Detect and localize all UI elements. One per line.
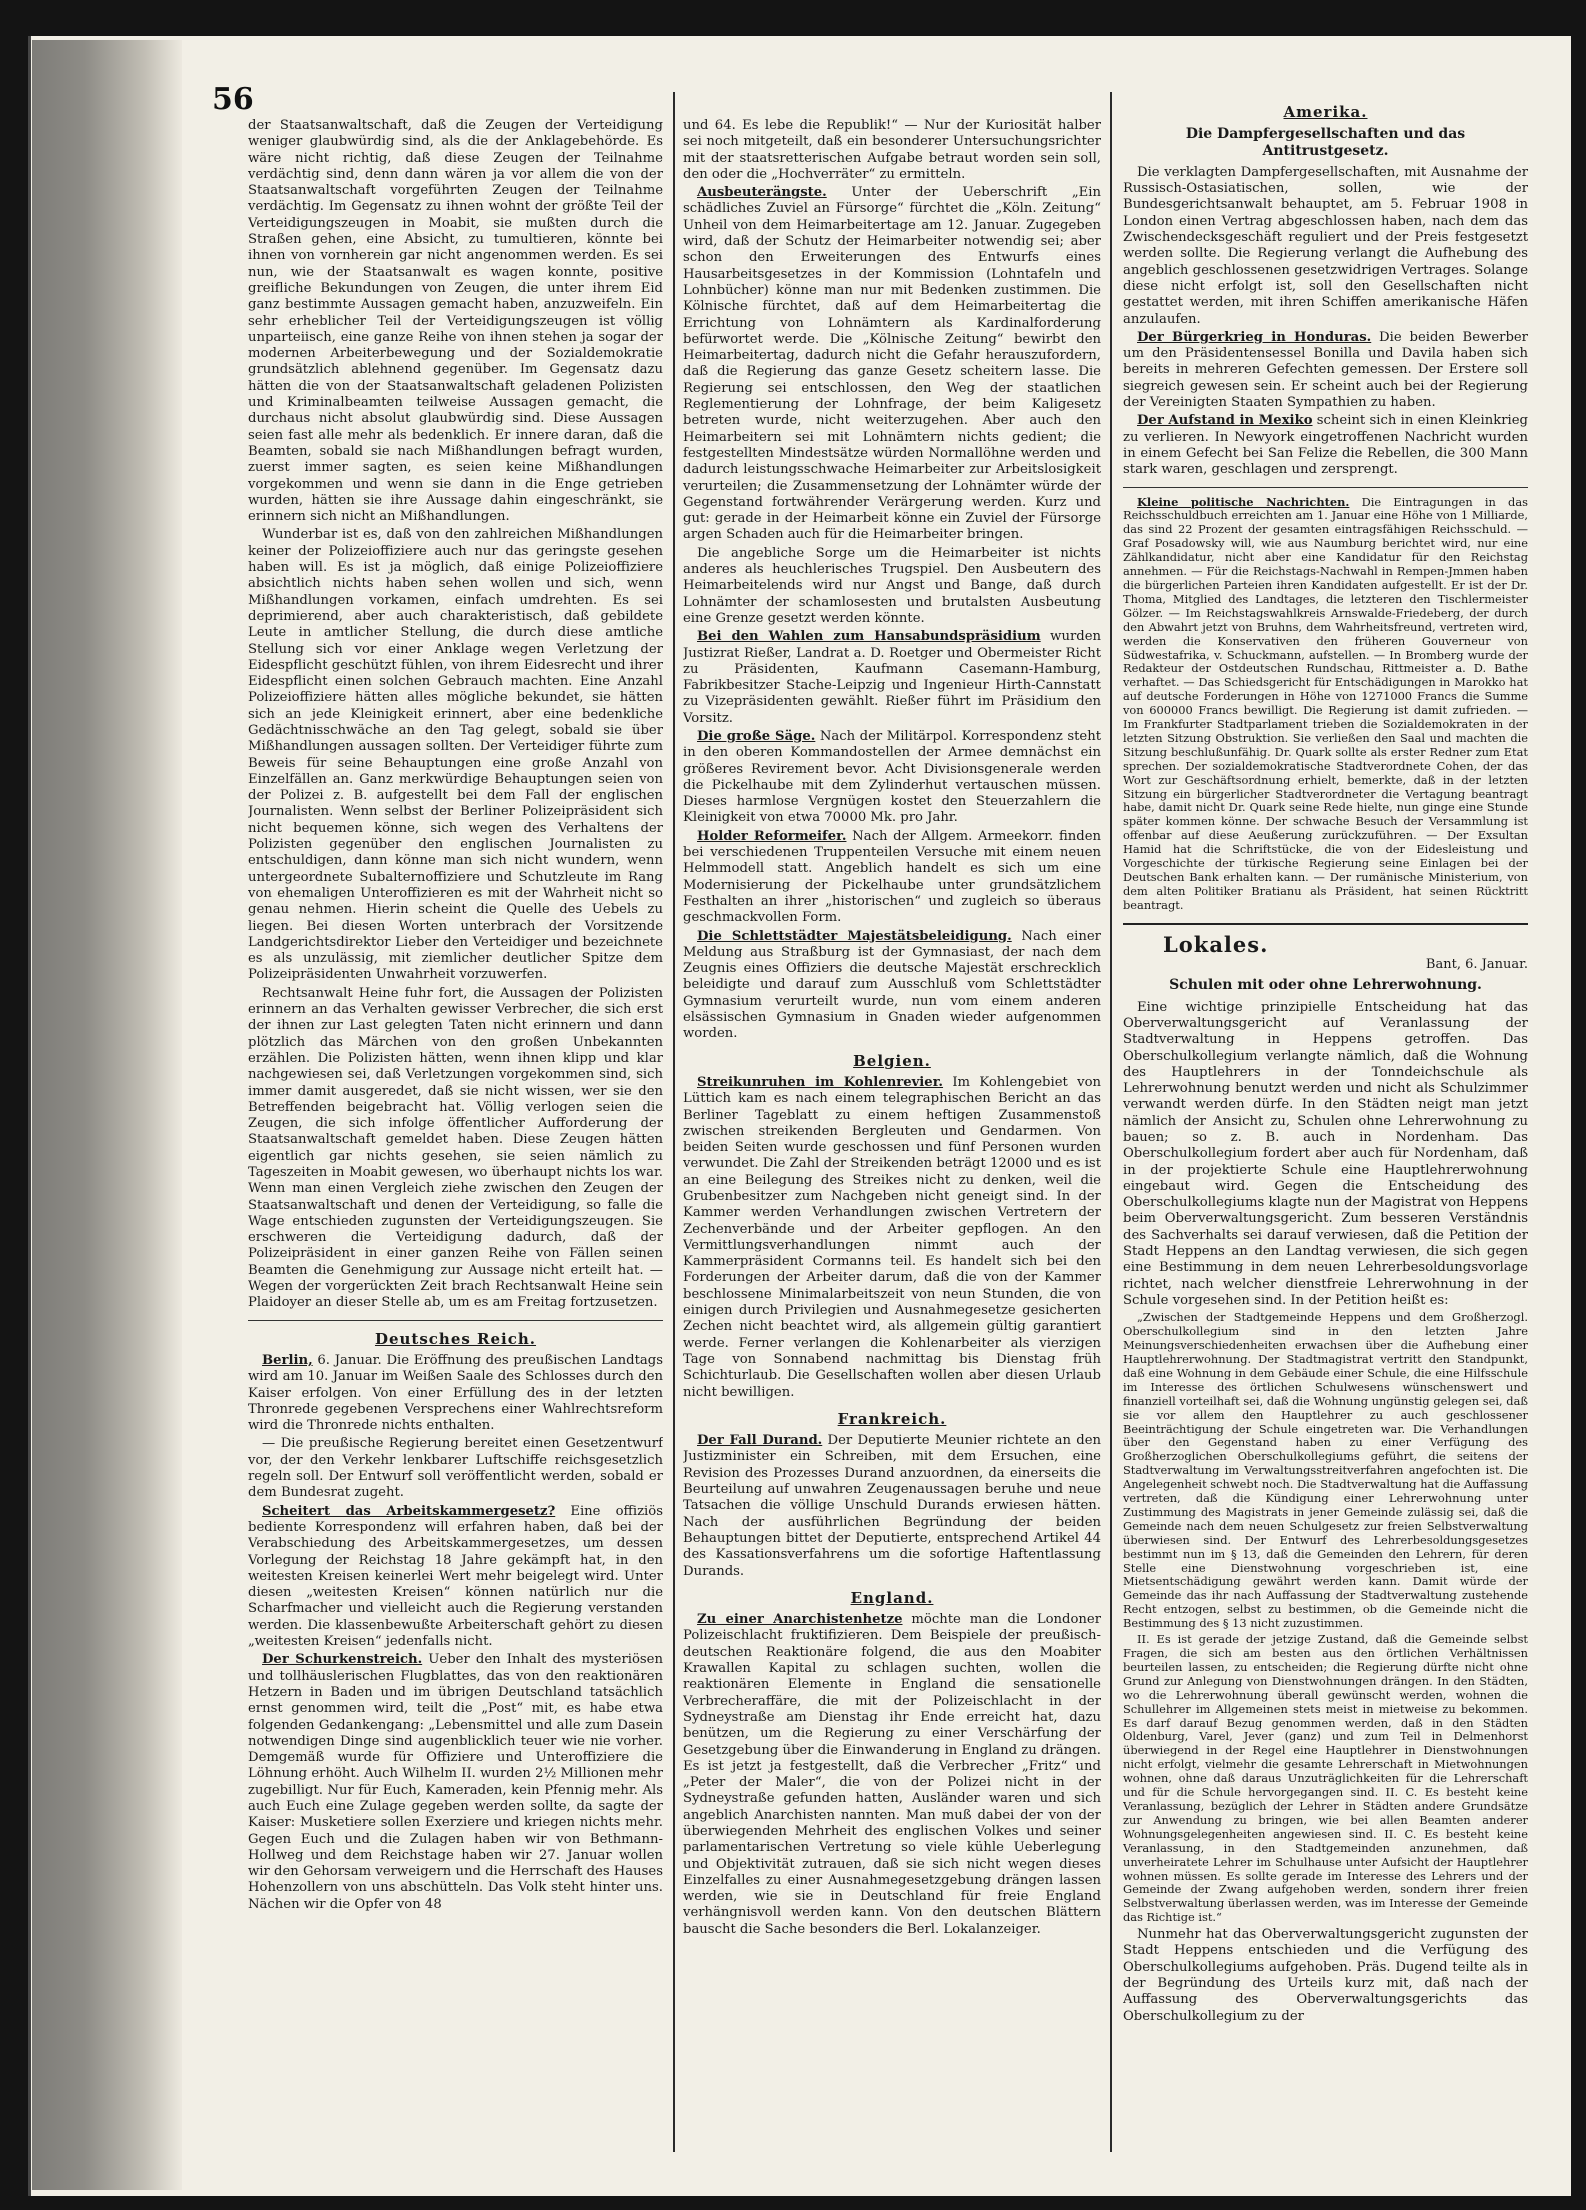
book-binding-shadow xyxy=(32,40,182,2190)
article-text: Der Deputierte Meunier richtete an den Justizminister ein Schreiben, mit dem Ersuchen, eine Revision des Prozesses Durand anzuordnen, da einerseits die Beurteilung auf unwahren Zeugenaussagen beruhe und neue Tatsachen die völlige Unschuld Durands erwiesen hätten. Nach der ausführlichen Begründung der beiden Behauptungen bittet der Deputierte, entsprechend Artikel 44 des Kassationsverfahrens um die sofortige Haftentlassung Durands. xyxy=(683,1433,1101,1579)
article-subheading: Schulen mit oder ohne Lehrerwohnung. xyxy=(1169,977,1482,994)
article-paragraph: Nunmehr hat das Oberverwaltungsgericht zugunsten der Stadt Heppens entschieden und die Verfügung des Oberschulkollegiums aufgehoben. Präs. Dugend teilte als in der Begründung des Urteils kurz mit, daß nach der Auffassung des Oberverwaltungsgerichts das Oberschulkollegium zu der xyxy=(1123,1927,1528,2024)
article-paragraph: II. Es ist gerade der jetzige Zustand, daß die Gemeinde selbst Fragen, die sich am besten aus den örtlichen Verhältnissen beurteilen lassen, zu entscheiden; die Regierung dürfte nicht ohne Grund zur Anlegung von Dienstwohnungen drängen. In den Städten, wo die Lehrerwohnung überall gewünscht werden, wohnen die Schullehrer im Allgemeinen stets meist in mietweise zu bekommen. Es darf darauf Bezug genommen werden, daß in den Städten Oldenburg, Varel, Jever (ganz) und zum Teil in Delmenhorst überwiegend in der Regel eine Hauptlehrer in Dienstwohnungen nicht erfolgt, vielmehr die gesamte Lehrerschaft in Mietwohnungen wohnen, ohne daß daraus Unzuträglichkeiten für die Lehrerschaft und für die Schule hervorgegangen sind. II. C. Es besteht keine Veranlassung, bezüglich der Lehrer in Städten andere Grundsätze zur Anwendung zu bringen, wie bei allen Beamten anderer Wohnungsgelegenheiten angewiesen sind. II. C. Es besteht keine Veranlassung, in den Stadtgemeinden anzunehmen, daß unverheiratete Lehrer im Schulhause unter Aufsicht der Hauptlehrer wohnen müssen. Es sollte gerade im Interesse des Lehrers und der Gemeinde der Zwang aufgehoben werden, sondern ihrer freien Selbstverwaltung überlassen werden, was im Interesse der Gemeinde das Richtige ist.“ xyxy=(1123,1632,1528,1925)
article-lead: Zu einer Anarchistenhetze xyxy=(697,1612,903,1628)
article-text: möchte man die Londoner Polizeischlacht fruktifizieren. Dem Beispiele der preußisch-deutschen Reaktionäre folgend, die aus den Moabiter Krawallen Kapital zu schlagen suchten, wollen die reaktionären Elemente in England die sensationelle Verbrecheraffäre, die mit der Polizeischlacht in der Sydneystraße am Dienstag ihr Ende erreicht hat, dazu benützen, um die Regierung zu einer Verschärfung der Gesetzgebung über die Einwanderung in England zu drängen. Es ist jetzt ja festgestellt, daß die Verbrecher „Fritz“ und „Peter der Maler“, die von der Polizei nicht in der Sydneystraße gefunden hatten, Ausländer waren und sich angeblich Anarchisten nannten. Man muß dabei der von der überwiegenden Mehrheit des englischen Volkes und seiner parlamentarischen Vertretung so viele kühle Ueberlegung und Objektivität zutrauen, daß sie sich nicht wegen dieses Einzelfalles zu einer Ausnahmegesetzgebung drängen lassen werden, wie sie in Deutschland für freie England verhängnisvoll werden kann. Von den deutschen Blättern bauscht die Sache besonders die Berl. Lokalanzeiger. xyxy=(683,1612,1101,1937)
section-heading-england: England. xyxy=(850,1588,934,1607)
article-paragraph xyxy=(248,1652,663,1913)
article-text: Nach einer Meldung aus Straßburg ist der Gymnasiast, der nach dem Zeugnis eines Offiziers die deutsche Majestät erschrecklich beleidigte und darauf zum Ausschluß vom Schlettstädter Gymnasium verurteilt wurde, nun vom einem anderen elsässischen Gymnasium in Gnaden wieder aufgenommen worden. xyxy=(683,928,1101,1042)
section-heading-frankreich: Frankreich. xyxy=(837,1409,947,1428)
article-lead: Die große Säge. xyxy=(697,728,816,744)
article-paragraph xyxy=(683,185,1101,544)
article-paragraph: der Staatsanwaltschaft, daß die Zeugen der Verteidigung weniger glaubwürdig sind, als die der Anklagebehörde. Es wäre nicht richtig, daß diese Zeugen der Teilnahme verdächtig sind, denn dann wären ja vor allem die von der Staatsanwaltschaft vorgeführten Zeugen der Teilnahme verdächtig. Im Gegensatz zu ihnen wohnt der größte Teil der Verteidigungszeugen in Moabit, sie mußten durch die Straßen gehen, eine Absicht, zu tumultieren, könnte bei ihnen von vornherein gar nicht angenommen werden. Es sei nun, wie der Staatsanwalt es wagen konnte, positive greifliche Bekundungen von Zeugen, die unter ihrem Eid ganz bestimmte Aussagen gemacht haben, anzuzweifeln. Ein sehr erheblicher Teil der Verteidigungszeugen ist völlig unparteiisch, eine ganze Reihe von ihnen stehen ja sogar der modernen Arbeiterbewegung und der Sozialdemokratie grundsätzlich ablehnend gegenüber. Im Gegensatz dazu hätten die von der Staatsanwaltschaft geladenen Polizisten und Kriminalbeamten teilweise Aussagen gemacht, die durchaus nicht absolut glaubwürdig sind. Diese Aussagen seien fast alle mehr als bedenklich. Er innere daran, daß die Beamten, sobald sie nach Mißhandlungen befragt wurden, zuerst immer sagten, es seien keine Mißhandlungen vorgekommen und wenn sie dann in die Enge getrieben wurden, hätten sie ihre Aussage dahin eingeschränkt, sie erinnern sich nicht an Mißhandlungen. xyxy=(248,118,663,525)
column-rule xyxy=(673,92,675,2152)
article-paragraph: Die verklagten Dampfergesellschaften, mit Ausnahme der Russisch-Ostasiatischen, sollen, wie der Bundesgerichtsanwalt behauptet, am 5. Februar 1908 in London einen Vertrag abgeschlossen haben, nach dem das Zwischendecksgeschäft reguliert und der Preis festgesetzt werden sollte. Die Regierung verlangt die Aufhebung des angeblich geschlossenen gesetzwidrigen Vertrages. Solange diese nicht erfolgt ist, soll den Gesellschaften nicht gestattet werden, mit ihren Schiffen amerikanische Häfen anzulaufen. xyxy=(1123,164,1528,327)
article-paragraph: — Die preußische Regierung bereitet einen Gesetzentwurf vor, der den Verkehr lenkbarer Luftschiffe reichsgesetzlich regeln soll. Der Entwurf soll veröffentlicht werden, sobald er dem Bundesrat zugeht. xyxy=(248,1436,663,1501)
article-paragraph xyxy=(683,629,1101,727)
article-text: Die beiden Bewerber um den Präsidentensessel Bonilla und Davila haben sich bereits in mehreren Gefechten gemessen. Der Erstere soll siegreich gewesen sein. Er scheint auch bei der Regierung der Vereinigten Staaten Sympathien zu haben. xyxy=(1123,329,1528,411)
dateline: Bant, 6. Januar. xyxy=(1425,957,1528,973)
article-paragraph: „Zwischen der Stadtgemeinde Heppens und dem Großherzogl. Oberschulkollegium sind in den letzten Jahre Meinungsverschiedenheiten erwachsen über die Aufhebung einer Hauptlehrerwohnung. Der Stadtmagistrat vertritt den Standpunkt, daß eine Wohnung in dem Gebäude einer Schule, die eine Hilfsschule im Interesse des örtlichen Schulwesens wünschenswert und finanziell vorteilhaft sei, daß die Wohnung ungünstig gelegen sei, daß sie vor allem den Hauptlehrer zu auch geschlossener Beeinträchtigung der Schule eingetreten war. Die Verhandlungen über den Gegenstand haben zu einer Verfügung des Großherzoglichen Oberschulkollegiums geführt, die seitens der Stadtverwaltung im Verwaltungsstreitverfahren angefochten ist. Die Angelegenheit schwebt noch. Die Stadtverwaltung hat die Auffassung vertreten, daß die Kündigung einer Lehrerwohnung unter Zustimmung des Magistrats in jener Gemeinde zulässig sei, daß die Gemeinde nach dem neuen Schulgesetz zur freien Selbstverwaltung überwiesen sind. Der Entwurf des Lehrerbesoldungsgesetzes bestimmt nun im § 13, daß die Gemeinden den Lehrern, für deren Stelle eine Dienstwohnung vorgeschrieben ist, eine Mietsentschädigung gewährt werden kann. Damit würde der Gemeinde das ihr nach Auffassung der Stadtverwaltung zustehende Recht entzogen, selbst zu bestimmen, ob die Gemeinde nicht die Bestimmung des § 13 nicht zuzustimmen. xyxy=(1123,1310,1528,1631)
article-paragraph xyxy=(683,729,1101,827)
article-text: Nach der Militärpol. Korrespondenz steht in den oberen Kommandostellen der Armee demnächst ein größeres Revirement bevor. Acht Divisionsgenerale werden die Pickelhaube mit dem Zylinderhut vertauschen müssen. Dieses harmlose Vergnügen kostet den Steuerzahlern die Kleinigkeit von etwa 70000 Mk. pro Jahr. xyxy=(683,728,1101,826)
article-text: Ueber den Inhalt des mysteriösen und tollhäuslerischen Flugblattes, das von den reaktionären Hetzern in Baden und im übrigen Deutschland tatsächlich ernst genommen wird, teilt die „Post“ mit, es habe etwa folgenden Gedankengang: „Lebensmittel und alle zum Dasein notwendigen Dinge sind augenblicklich teuer wie nie vorher. Demgemäß wurde für Offiziere und Unteroffiziere die Löhnung erhöht. Auch Wilhelm II. wurden 2½ Millionen mehr zugebilligt. Nur für Euch, Kameraden, kein Pfennig mehr. Als auch Euch eine Zulage gegeben werden sollte, da sagte der Kaiser: Musketiere sollen Exerziere und kriegen nichts mehr. Gegen Euch und die Zulagen haben wir von Bethmann-Hollweg und dem Reichstage haben wir 27. Januar wollen wir den Gehorsam verweigern und die Herrschaft des Hauses Hohenzollern von uns abschütteln. Das Volk steht hinter uns. Nächen wir die Opfer von 48 xyxy=(248,1652,663,1912)
article-lead: Kleine politische Nachrichten. xyxy=(1137,494,1350,509)
article-lead: Ausbeuterängste. xyxy=(697,185,827,201)
article-paragraph: Die angebliche Sorge um die Heimarbeiter ist nichts anderes als heuchlerisches Trugspiel. Den Ausbeutern des Heimarbeitelends wird nur Angst und Bange, daß durch Lohnämter der schamlosesten und brutalsten Ausbeutung eine Grenze gesetzt werden könnte. xyxy=(683,545,1101,626)
article-lead: Die Schlettstädter Majestätsbeleidigung. xyxy=(697,928,1012,944)
article-lead: Bei den Wahlen zum Hansabundspräsidium xyxy=(697,629,1041,645)
article-paragraph xyxy=(1123,330,1528,411)
divider xyxy=(1123,923,1528,925)
article-text: Eine offiziös bediente Korrespondenz will erfahren haben, daß bei der Verabschiedung des Arbeitskammergesetzes, um dessen Vorlegung der Reichstag 18 Jahre gekämpft hat, in den weitesten Kreisen keinerlei Wert mehr beigelegt wird. Unter diesen „weitesten Kreisen“ können natürlich nur die Scharfmacher und vielleicht auch die Regierung verstanden werden. Die klassenbewußte Arbeiterschaft gehört zu diesen „weitesten Kreisen“ jedenfalls nicht. xyxy=(248,1503,663,1650)
article-paragraph xyxy=(248,1353,663,1434)
article-paragraph xyxy=(248,1504,663,1651)
column-1 xyxy=(248,118,663,2118)
article-subheading: Die Dampfergesellschaften und das Antitrustgesetz. xyxy=(1185,126,1466,159)
column-rule xyxy=(1110,92,1112,2152)
article-text: wurden Justizrat Rießer, Landrat a. D. Roetger und Obermeister Richt zu Präsidenten, Kaufmann Casemann-Hamburg, Fabrikbesitzer Stache-Leipzig und Ingenieur Hirth-Cannstatt zu Vizepräsidenten gewählt. Rießer führt im Präsidium den Vorsitz. xyxy=(683,629,1101,726)
article-paragraph xyxy=(683,1433,1101,1580)
article-text: Unter der Ueberschrift „Ein schädliches Zuviel an Fürsorge“ fürchtet die „Köln. Zeitung“ Unheil von dem Heimarbeitertage am 12. Januar. Zugegeben wird, daß der Schutz der Heimarbeiter notwendig sei; aber schon den Erweiterungen des Entwurfs eines Hausarbeitsgesetzes in der Kommission (Lohntafeln und Lohnbücher) könne man nur mit Bedenken zustimmen. Die Kölnische fürchtet, daß auf dem Heimarbeitertag die Errichtung von Lohnämtern als Kardinalforderung befürwortet werde. Die „Kölnische Zeitung“ bewirbt den Heimarbeitertag, dadurch nicht die Gefahr herauszufordern, daß die Regierung das ganze Gesetz scheitern lasse. Die Regierung sei entschlossen, den Weg der staatlichen Reglementierung der Lohnfrage, der beim Kaligesetz betreten wurde, nicht weiterzugehen. Aber auch den Heimarbeitern sei mit Lohnämtern nichts gedient; die festgestellten Mindestsätze würden Normallöhne werden und dadurch leistungsschwache Heimarbeiter zur Arbeitslosigkeit verurteilen; die Zusammensetzung der Lohnämter würde der Gegenstand fortwährender Verärgerung werden. Kurz und gut: gerade in der Heimarbeit könne ein Zuviel der Fürsorge argen Schaden auch für die Heimarbeiter bringen. xyxy=(683,185,1101,543)
section-heading-deutsches-reich: Deutsches Reich. xyxy=(374,1329,537,1348)
article-lead: Der Schurkenstreich. xyxy=(262,1652,423,1668)
article-lead: Scheitert das Arbeitskammergesetz? xyxy=(262,1503,556,1519)
article-lead: Der Fall Durand. xyxy=(697,1433,823,1449)
article-text: scheint sich in einen Kleinkrieg zu verlieren. In Newyork eingetroffenen Nachricht wurden in einem Gefecht bei San Felize die Rebellen, die 300 Mann stark waren, geschlagen und zersprengt. xyxy=(1123,413,1528,478)
article-lead: Der Bürgerkrieg in Honduras. xyxy=(1137,329,1372,345)
article-paragraph xyxy=(683,1612,1101,1938)
section-heading-amerika: Amerika. xyxy=(1283,103,1368,121)
section-heading-belgien: Belgien. xyxy=(853,1051,931,1070)
divider xyxy=(1123,487,1528,488)
divider xyxy=(248,1320,663,1321)
article-lead: Berlin, xyxy=(262,1352,313,1368)
article-text: 6. Januar. Die Eröffnung des preußischen Landtags wird am 10. Januar im Weißen Saale des Schlosses durch den Kaiser erfolgen. Von einer Erfüllung des in der letzten Thronrede gegebenen Versprechens einer Wahlrechtsreform wird die Thronrede nichts enthalten. xyxy=(248,1352,663,1434)
section-heading-lokales: Lokales. xyxy=(1163,931,1269,957)
article-paragraph: Wunderbar ist es, daß von den zahlreichen Mißhandlungen keiner der Polizeioffiziere auch nur das geringste gesehen haben will. Es ist ja möglich, daß einige Polizeioffiziere absichtlich nichts haben sehen wollen und sich, wenn Mißhandlungen vorkamen, einfach umdrehten. Es sei deprimierend, aber auch charakteristisch, daß gebildete Leute in amtlicher Stellung, die durch diese amtliche Stellung sich vor einer Anklage wegen Verletzung der Eidespflicht geschützt fühlen, von ihrem Eidesrecht und ihrer Eidespflicht einen solchen Gebrauch machten. Eine Anzahl Polizeioffiziere hätten alles mögliche bekundet, sie hätten sich an jede Kleinigkeit erinnert, aber eine bedenkliche Gedächtnisschwäche an den Tag gelegt, sobald sie über Mißhandlungen aussagen sollten. Der Verteidiger führte zum Beweis für seine Behauptungen eine große Anzahl von Einzelfällen an. Ganz merkwürdige Behauptungen seien von der Polizei z. B. aufgestellt bei dem Fall der englischen Journalisten. Wenn selbst der Berliner Polizeipräsident sich nicht bequemen könne, sich wegen des Verhaltens der Polizisten gegenüber den englischen Journalisten zu entschuldigen, dann könne man sich nicht wundern, wenn untergeordnete Subalternoffiziere und Schutzleute im Rang von ehemaligen Unteroffizieren es mit der Wahrheit nicht so genau nehmen. Hierin scheint die Quelle des Uebels zu liegen. Bei diesen Worten unterbrach der Vorsitzende Landgerichtsdirektor Lieber den Verteidiger und bezeichnete es als unzulässig, mit ziemlicher deutlicher Spitze dem Polizeipräsidenten Unwahrheit vorzuwerfen. xyxy=(248,527,663,983)
article-lead: Der Aufstand in Mexiko xyxy=(1137,413,1313,429)
column-2 xyxy=(683,118,1101,2118)
page-number: 56 xyxy=(212,82,254,117)
article-paragraph xyxy=(1123,496,1528,913)
article-lead: Holder Reformeifer. xyxy=(697,828,847,844)
article-paragraph xyxy=(683,929,1101,1043)
article-text: Im Kohlengebiet von Lüttich kam es nach einem telegraphischen Bericht an das Berliner Tageblatt zu einem heftigen Zusammenstoß zwischen streikenden Bergleuten und Gendarmen. Von beiden Seiten wurde geschossen und fünf Personen wurden verwundet. Die Zahl der Streikenden beträgt 12000 und es ist an eine Beilegung des Streikes nicht zu denken, weil die Grubenbesitzer zum Nachgeben nicht geneigt sind. In der Kammer werden Verhandlungen zwischen Vertretern der Zechenverbände und der Arbeiter gepflogen. An den Vermittlungsverhandlungen nimmt auch der Kammerpräsident Cormanns teil. Es handelt sich bei den Forderungen der Arbeiter darum, daß die von der Kammer beschlossene Minimalarbeitszeit von neun Stunden, die von einigen durch Privilegien und Ausnahmegesetze gesicherten Zechen nicht beachtet wird, als allgemein gültig garantiert werde. Ferner verlangen die Kohlenarbeiter als vierzigen Tage von Sonnabend nachmittag bis Dienstag früh Schichturlaub. Die Gesellschaften wollen aber diesen Urlaub nicht bewilligen. xyxy=(683,1074,1101,1400)
article-paragraph xyxy=(683,829,1101,927)
article-lead: Streikunruhen im Kohlenrevier. xyxy=(697,1074,944,1090)
article-paragraph xyxy=(683,1075,1101,1401)
article-paragraph: Rechtsanwalt Heine fuhr fort, die Aussagen der Polizisten erinnern an das Verhalten gewisser Verbrecher, die sich erst der ihnen zur Last gelegten Taten nicht erinnern und dann plötzlich das Märchen von den großen Unbekannten erzählen. Die Polizisten hätten, wenn ihnen klipp und klar nachgewiesen sei, daß Verletzungen vorgekommen sind, sich immer damit ausgeredet, daß sie nicht wissen, wer sie den Betreffenden beigebracht hat. Völlig verlogen seien die Zeugen, die sich infolge öffentlicher Aufforderung der Staatsanwaltschaft gemeldet haben. Diese Zeugen hätten eigentlich gar nichts gesehen, sie seien nämlich zu Tageszeiten in Moabit gewesen, wo überhaupt nichts los war. Wenn man einen Vergleich ziehe zwischen den Zeugen der Staatsanwaltschaft und denen der Verteidigung, so falle die Wage entschieden zugunsten der Verteidigungszeugen. Sie erschweren die Verteidigung dadurch, daß der Polizeipräsident in einer ganzen Reihe von Fällen seinen Beamten die Genehmigung zur Aussage nicht erteilt hat. — Wegen der vorgerückten Zeit brach Rechtsanwalt Heine sein Plaidoyer an dieser Stelle ab, um es am Freitag fortzusetzen. xyxy=(248,985,663,1311)
article-text: Die Eintragungen in das Reichsschuldbuch erreichten am 1. Januar eine Höhe von 1 Milliarde, das sind 22 Prozent der gesamten eintragsfähigen Reichsschuld. — Graf Posadowsky will, wie aus Naumburg berichtet wird, nur eine Zählkandidatur, nicht aber eine Kandidatur für den Reichstag annehmen. — Für die Reichstags-Nachwahl in Rempen-Jmmen haben die bürgerlichen Parteien ihren Kandidaten aufgestellt. Er ist der Dr. Thoma, Mitglied des Landtages, die letzteren den Tischlermeister Gölzer. — Im Reichstagswahlkreis Arnswalde-Friedeberg, der durch den Abwahrt jetzt von Bruhns, dem Wahrheitsfreund, vertreten wird, werden die Konservativen den früheren Gouverneur von Südwestafrika, v. Schuckmann, aufstellen. — In Bromberg wurde der Redakteur der Ostdeutschen Rundschau, Rittmeister a. D. Bathe verhaftet. — Das Schiedsgericht für Entschädigungen in Marokko hat auf deutsche Forderungen in Höhe von 1271000 Francs die Summe von 600000 Francs bewilligt. Die Regierung ist damit zufrieden. — Im Frankfurter Stadtparlament trieben die Sozialdemokraten in der letzten Sitzung Obstruktion. Sie verließen den Saal und machten die Sitzung beschlußunfähig. Dr. Quark sollte als erster Redner zum Etat sprechen. Der sozialdemokratische Stadtverordnete Cohen, der das Wort zur Geschäftsordnung erhielt, bemerkte, daß in der letzten Sitzung ein bürgerlicher Stadtverordneter die Vertagung beantragt habe, damit nicht Dr. Quark seine Rede hielte, nun ginge eine Stunde später kommen könne. Der schwache Besuch der Versammlung ist offenbar auf diese Aeußerung zurückzuführen. — Der Exsultan Hamid hat die Schriftstücke, die von der Eidesleistung und Vorgeschichte der türkische Regierung seine Einlagen bei der Deutschen Bank erhalten kann. — Der rumänische Ministerium, von dem alten Politiker Bratianu als Präsident, hat seinen Rücktritt beantragt. xyxy=(1123,494,1528,912)
article-paragraph: und 64. Es lebe die Republik!“ — Nur der Kuriosität halber sei noch mitgeteilt, daß ein besonderer Untersuchungsrichter mit der staatsretterischen Aufgabe betraut worden sein soll, den oder die „Hochverräter“ zu ermitteln. xyxy=(683,118,1101,182)
article-paragraph xyxy=(1123,413,1528,478)
article-paragraph: Eine wichtige prinzipielle Entscheidung hat das Oberverwaltungsgericht auf Veranlassung der Stadtverwaltung in Heppens getroffen. Das Oberschulkollegium verlangte nämlich, daß die Wohnung des Hauptlehrers in der Tonndeichschule als Lehrerwohnung benutzt werden und nicht als Schulzimmer verwandt werden dürfe. In den Städten neigt man jetzt nämlich der Ansicht zu, Schulen ohne Lehrerwohnung zu bauen; so z. B. auch in Nordenham. Das Oberschulkollegium fordert aber auch für Nordenham, daß in der projektierte Schule eine Hauptlehrerwohnung eingebaut wird. Gegen die Entscheidung des Oberschulkollegiums klagte nun der Magistrat von Heppens beim Oberverwaltungsgericht. Zum besseren Verständnis des Sachverhalts sei darauf verwiesen, daß die Petition der Stadt Heppens an den Landtag verwiesen, die sich gegen eine Bestimmung in dem neuen Lehrerbesoldungsvorlage richtet, nach welcher dienstfreie Lehrerwohnung in der Schule vorgesehen sind. In der Petition heißt es: xyxy=(1123,999,1528,1308)
column-3 xyxy=(1123,94,1528,2094)
article-text: Nach der Allgem. Armeekorr. finden bei verschiedenen Truppenteilen Versuche mit einem neuen Helmmodell statt. Angeblich handelt es sich um eine Modernisierung der Pickelhaube unter grundsätzlichem Festhalten an ihrer „historischen“ und zugleich so überaus geschmackvollen Form. xyxy=(683,828,1101,926)
